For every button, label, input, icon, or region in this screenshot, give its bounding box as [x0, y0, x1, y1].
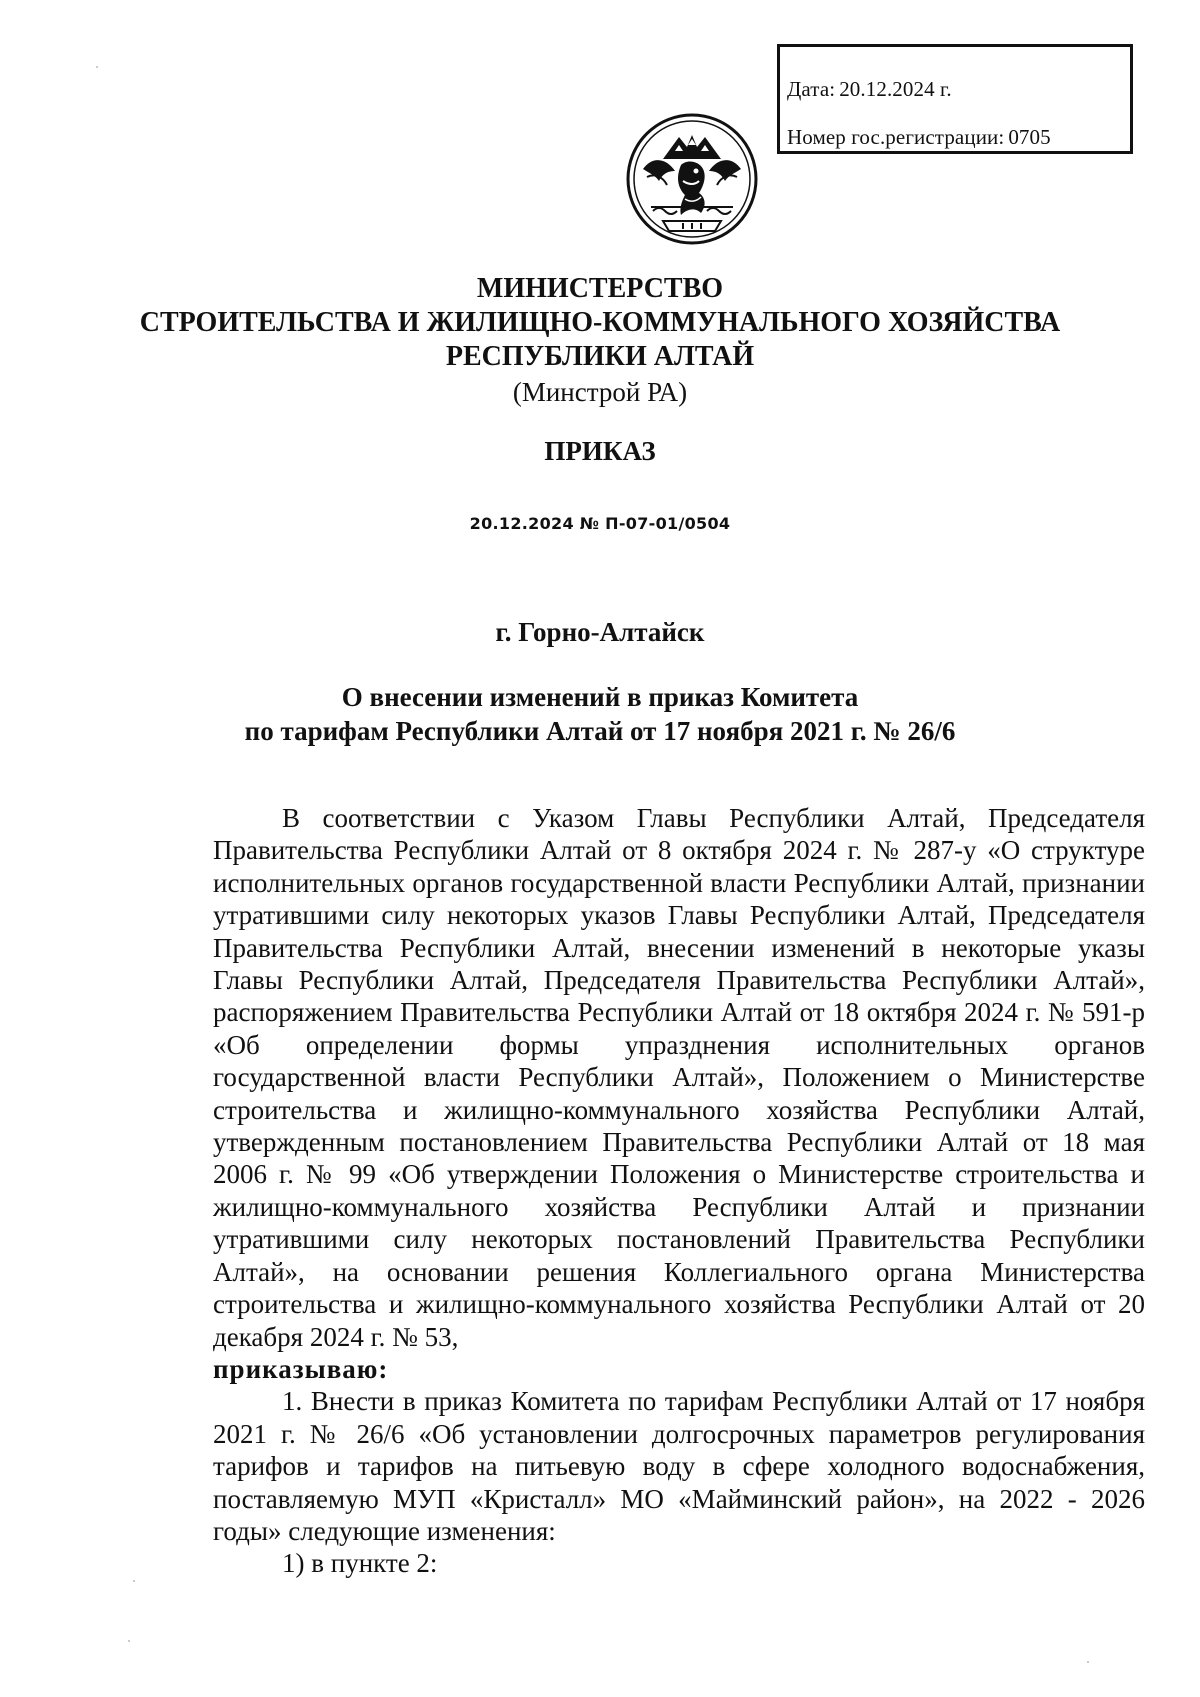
ministry-line-3: РЕСПУБЛИКИ АЛТАЙ	[445, 341, 755, 372]
ministry-line-1: МИНИСТЕРСТВО	[476, 273, 724, 304]
registration-date-value: 20.12.2024 г.	[839, 77, 952, 101]
scan-speck	[96, 66, 98, 68]
subject-line-2: по тарифам Республики Алтай от 17 ноября 2021 г. № 26/6	[244, 716, 956, 746]
scan-speck	[1087, 1661, 1089, 1663]
registration-stamp	[777, 44, 1133, 154]
scan-speck	[128, 1640, 130, 1642]
order-subject	[0, 680, 1200, 748]
registration-date-label: Дата:	[787, 77, 836, 101]
registration-number-line	[787, 113, 1130, 161]
coat-of-arms-icon	[623, 111, 761, 247]
city-name: г. Горно-Алтайск	[495, 617, 705, 647]
order-word: приказываю:	[213, 1353, 389, 1384]
ministry-line-2: СТРОИТЕЛЬСТВА И ЖИЛИЩНО-КОММУНАЛЬНОГО ХОЗЯЙСТВА	[139, 307, 1061, 338]
document-body	[213, 802, 1145, 1580]
subject-line-1: О внесении изменений в приказ Комитета	[341, 682, 859, 712]
preamble-paragraph: В соответствии с Указом Главы Республики Алтай, Председателя Правительства Республики Алтай от 8 октября 2024 г. № 287-у «О структуре исполнительных органов государственной власти Республики Алтай, признании утратившими силу некоторых указов Главы Республики Алтай, Председателя Правительства Республики Алтай, внесении изменений в некоторые указы Главы Республики Алтай, Председателя Правительства Республики Алтай», распоряжением Правительства Республики Алтай от 18 октября 2024 г. № 591-р «Об определении формы упразднения исполнительных органов государственной власти Республики Алтай», Положением о Министерстве строительства и жилищно-коммунального хозяйства Республики Алтай, утвержденным постановлением Правительства Республики Алтай от 18 мая 2006 г. № 99 «Об утверждении Положения о Министерстве строительства и жилищно-коммунального хозяйства Республики Алтай и признании утратившими силу некоторых постановлений Правительства Республики Алтай», на основании решения Коллегиального органа Министерства строительства и жилищно-коммунального хозяйства Республики Алтай от 20 декабря 2024 г. № 53,	[213, 803, 1145, 1352]
subitem-1-paragraph: 1) в пункте 2:	[282, 1548, 438, 1579]
registration-number-value: 0705	[1008, 125, 1051, 149]
scan-speck	[133, 1580, 135, 1582]
order-number: 20.12.2024 № П-07-01/0504	[469, 514, 731, 533]
registration-date-line	[787, 65, 1130, 113]
ministry-heading	[0, 272, 1200, 410]
ministry-short-name: (Минстрой РА)	[512, 377, 688, 407]
registration-number-label: Номер гос.регистрации:	[787, 125, 1005, 149]
order-title: ПРИКАЗ	[544, 436, 656, 466]
item-1-paragraph: 1. Внести в приказ Комитета по тарифам Республики Алтай от 17 ноября 2021 г. № 26/6 «Об установлении долгосрочных параметров регулирования тарифов и тарифов на питьевую воду в сфере холодного водоснабжения, поставляемую МУП «Кристалл» МО «Майминский район», на 2022 - 2026 годы» следующие изменения:	[213, 1386, 1145, 1546]
